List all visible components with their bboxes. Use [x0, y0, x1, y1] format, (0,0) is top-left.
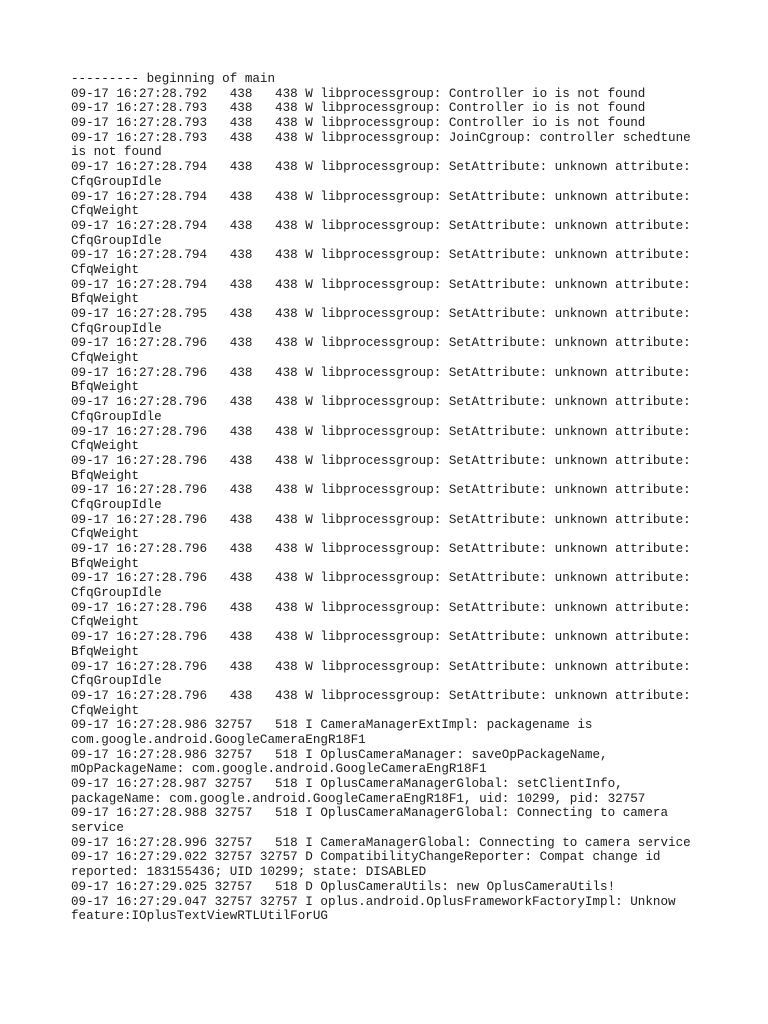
log-line: reported: 183155436; UID 10299; state: DISABLED — [71, 865, 427, 880]
log-line: 09-17 16:27:28.796 438 438 W libprocessgroup: SetAttribute: unknown attribute: — [71, 424, 691, 439]
log-line: 09-17 16:27:28.988 32757 518 I OplusCameraManagerGlobal: Connecting to camera — [71, 806, 669, 821]
log-line: CfqWeight — [71, 703, 140, 718]
log-line: 09-17 16:27:28.796 438 438 W libprocessgroup: SetAttribute: unknown attribute: — [71, 600, 691, 615]
log-line: 09-17 16:27:28.996 32757 518 I CameraManagerGlobal: Connecting to camera service — [71, 835, 691, 850]
log-line: 09-17 16:27:29.025 32757 518 D OplusCameraUtils: new OplusCameraUtils! — [71, 879, 616, 894]
log-line: 09-17 16:27:28.794 438 438 W libprocessgroup: SetAttribute: unknown attribute: — [71, 277, 691, 292]
log-line: CfqGroupIdle — [71, 174, 162, 189]
log-line: CfqGroupIdle — [71, 674, 162, 689]
log-line: 09-17 16:27:28.794 438 438 W libprocessgroup: SetAttribute: unknown attribute: — [71, 248, 691, 263]
log-line: 09-17 16:27:28.796 438 438 W libprocessgroup: SetAttribute: unknown attribute: — [71, 542, 691, 556]
log-line: 09-17 16:27:28.796 438 438 W libprocessgroup: SetAttribute: unknown attribute: — [71, 453, 691, 468]
log-line: CfqWeight — [71, 351, 140, 366]
log-line: 09-17 16:27:28.796 438 438 W libprocessgroup: SetAttribute: unknown attribute: — [71, 659, 691, 674]
log-line: CfqGroupIdle — [71, 586, 162, 601]
log-line: 09-17 16:27:28.796 438 438 W libprocessgroup: SetAttribute: unknown attribute: — [71, 395, 691, 410]
log-line: BfqWeight — [71, 380, 140, 395]
log-line: CfqGroupIdle — [71, 321, 162, 336]
log-line: CfqWeight — [71, 615, 140, 630]
logcat-text — [71, 72, 711, 924]
log-line: BfqWeight — [71, 468, 140, 483]
log-line: CfqGroupIdle — [71, 497, 162, 512]
log-line: 09-17 16:27:28.796 438 438 W libprocessgroup: SetAttribute: unknown attribute: — [71, 336, 691, 351]
log-line: --------- beginning of main — [71, 72, 276, 86]
log-line: service — [71, 821, 124, 836]
log-line: 09-17 16:27:28.796 438 438 W libprocessgroup: SetAttribute: unknown attribute: — [71, 512, 691, 527]
log-line: 09-17 16:27:28.796 438 438 W libprocessgroup: SetAttribute: unknown attribute: — [71, 365, 691, 380]
log-line: 09-17 16:27:28.796 438 438 W libprocessgroup: SetAttribute: unknown attribute: — [71, 483, 691, 498]
log-line: 09-17 16:27:28.793 438 438 W libprocessgroup: Controller io is not found — [71, 101, 646, 116]
log-line: CfqWeight — [71, 204, 140, 219]
log-line: CfqWeight — [71, 262, 140, 277]
log-line: 09-17 16:27:29.022 32757 32757 D CompatibilityChangeReporter: Compat change id — [71, 850, 661, 865]
log-line: com.google.android.GoogleCameraEngR18F1 — [71, 732, 366, 747]
log-line: 09-17 16:27:28.796 438 438 W libprocessgroup: SetAttribute: unknown attribute: — [71, 571, 691, 586]
log-line: CfqWeight — [71, 527, 140, 542]
log-line: is not found — [71, 145, 162, 160]
log-line: 09-17 16:27:28.796 438 438 W libprocessgroup: SetAttribute: unknown attribute: — [71, 630, 691, 645]
log-line: BfqWeight — [71, 644, 140, 659]
log-line: 09-17 16:27:28.794 438 438 W libprocessgroup: SetAttribute: unknown attribute: — [71, 189, 691, 204]
log-line: BfqWeight — [71, 292, 140, 307]
log-line: 09-17 16:27:28.796 438 438 W libprocessgroup: SetAttribute: unknown attribute: — [71, 688, 691, 703]
log-line: CfqWeight — [71, 439, 140, 454]
log-line: 09-17 16:27:28.792 438 438 W libprocessgroup: Controller io is not found — [71, 86, 646, 101]
log-line: mOpPackageName: com.google.android.GoogleCameraEngR18F1 — [71, 762, 487, 777]
log-line: 09-17 16:27:28.987 32757 518 I OplusCameraManagerGlobal: setClientInfo, — [71, 777, 623, 791]
log-line: 09-17 16:27:28.793 438 438 W libprocessgroup: JoinCgroup: controller schedtune — [71, 130, 691, 145]
log-line: 09-17 16:27:28.986 32757 518 I CameraManagerExtImpl: packagename is — [71, 718, 593, 733]
log-line: 09-17 16:27:29.047 32757 32757 I oplus.android.OplusFrameworkFactoryImpl: Unknow — [71, 894, 676, 909]
log-line: CfqGroupIdle — [71, 233, 162, 248]
log-line: packageName: com.google.android.GoogleCameraEngR18F1, uid: 10299, pid: 32757 — [71, 791, 646, 806]
log-line: CfqGroupIdle — [71, 409, 162, 424]
log-line: 09-17 16:27:28.794 438 438 W libprocessgroup: SetAttribute: unknown attribute: — [71, 160, 691, 175]
log-line: 09-17 16:27:28.986 32757 518 I OplusCameraManager: saveOpPackageName, — [71, 747, 608, 762]
log-line: 09-17 16:27:28.794 438 438 W libprocessgroup: SetAttribute: unknown attribute: — [71, 218, 691, 233]
log-line: BfqWeight — [71, 556, 140, 571]
log-line: 09-17 16:27:28.795 438 438 W libprocessgroup: SetAttribute: unknown attribute: — [71, 307, 691, 321]
log-line: 09-17 16:27:28.793 438 438 W libprocessgroup: Controller io is not found — [71, 116, 646, 131]
log-line: feature:IOplusTextViewRTLUtilForUG — [71, 909, 328, 924]
